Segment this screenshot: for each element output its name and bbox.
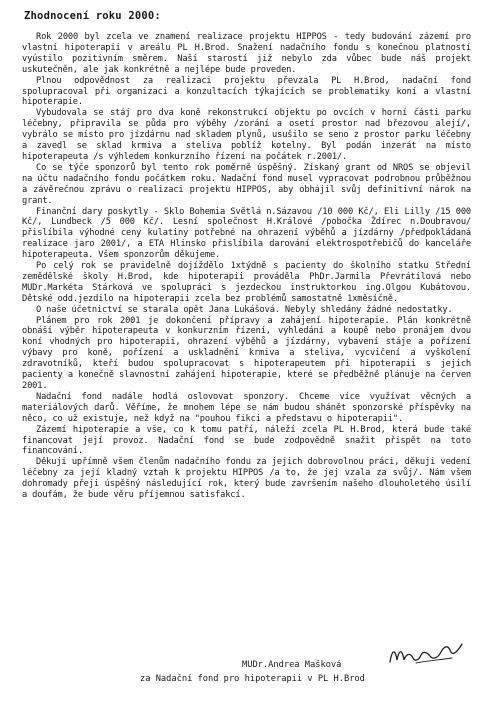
paragraph: O naše účetnictví se starala opět Jana Lukášová. Nebyly shledány žádné nedostatky. [36,304,453,315]
signature-organization: za Nadační fond pro hipoterapii v PL H.Brod [140,674,365,684]
document-title: Zhodnocení roku 2000: [24,10,161,22]
paragraph: Zázemí hipoterapie a vše, co k tomu patří, náleží zcela PL H.Brod, která bude také financovat její provoz. Nadační fond se bude zodpovědně snažit přispět na toto financování. [22,424,471,457]
paragraph: Vybudovala se stáj pro dva koně rekonstrukcí objektu po ovcích v horní části parku léčebny, připravila se půda pro výběhy /zorání a osetí prostor nad březovou alejí/, vybrálo se místo pro jízdárnu nad skladem plynů, usušilo se seno z prostor parku léčebny a zavedl se sklad krmiva a steliva poblíž kotelny. Byl podán inzerát na místo hipoterapeuta /s výhledem konkurzního řízení na počátek r.2001/. [22,108,471,162]
paragraph: Plánem pro rok 2001 je dokončení přípravy a zahájení hipoterapie. Plán konkrétně obnáší výběr hipoterapeuta v konkurzním řízení, vyhledání a koupě nebo pronájem dvou koní vhodných pro hipoterapii, ohrazení výběhů a jízdárny, vybavení stáje a pořízení výbavy pro koně, pořízení a uskladnění krmiva a steliva, vycvičení a vyškolení zdravotníků, kteří budou spolupracovat s hipoterapeutem při hipoterapii s jejich pacienty a konečně slavnostní zahájení hipoterapie, které se předběžně plánuje na červen 2001. [22,315,471,391]
signature-name: MUDr.Andrea Mašková [242,660,342,670]
paragraph: Plnou odpovědnost za realizaci projektu převzala PL H.Brod, nadační fond spolupracoval při organizaci a konzultacích týkajících se problematiky koní a vlastní hipoterapie. [22,75,471,108]
paragraph: Po celý rok se pravidelně dojíždělo 1xtýdně s pacienty do školního statku Střední zemědělské školy H.Brod, kde hipoterapii prováděla PhDr.Jarmila Převrátilová nebo MUDr.Markéta Stárková ve spolupráci s jezdeckou instruktorkou ing.Olgou Kubátovou. Dětské odd.jezdilo na hipoterapii zcela bez problémů samostatně 1xměsíčně. [22,261,471,304]
paragraph: Děkuji upřímně všem členům nadačního fondu za jejich dobrovolnou práci, děkuji vedení léčebny za její kladný vztah k projektu HIPPOS /a to, že jej vzala za svůj/. Nám všem dohromady přeji úspěšný následující rok, který bude završením našeho dlouholetého úsilí a doufám, že bude věru příjemnou satisfakcí. [22,457,471,501]
paragraph: Rok 2000 byl zcela ve znamení realizace projektu HIPPOS - tedy budování zázemí pro vlastní hipoterapii v areálu PL H.Brod. Snažení nadačního fondu s konečnou platností vyústilo pozitivním směrem. Naší starostí již nebylo zda vůbec bude náš projekt uskutečněn, ale jak konkrétně a nejlépe bude proveden. [22,32,471,75]
document-body [22,32,471,501]
paragraph: Finanční dary poskytly - Sklo Bohemia Světlá n.Sázavou /10 000 Kč/, Eli Lilly /15 000 Kč/, Lundbeck /5 000 Kč/. Lesní společnost H.Králové /pobočka Ždírec n.Doubravou/ přislíbila výhodné ceny kulatiny potřebné na ohrazení výběhů a jízdárny /předpokládaná realizace jaro 2001/, a ETA Hlinsko přislíbila darování elektrospotřebičů do kanceláře hipoterapeuta. Všem sponzorům děkujeme. [22,206,471,261]
signature-block [0,658,485,686]
paragraph: Nadační fond nadále hodlá oslovovat sponzory. Chceme více využívat věcných a materiálových darů. Věříme, že mnohem lépe se nám budou shánět sponzorské příspěvky na něco, co už existuje, než když na "pouhou fikci a představu o hipoterapii". [22,391,471,424]
paragraph: Co se týče sponzorů byl tento rok poměrně úspěšný. Získaný grant od NROS se objevil na účtu nadačního fondu počátkem roku. Nadační fond musel vypracovat podrobnou průběžnou a závěrečnou zprávu o realizaci projektu HIPPOS, aby obhájil svůj definitivní nárok na grant. [22,162,471,206]
